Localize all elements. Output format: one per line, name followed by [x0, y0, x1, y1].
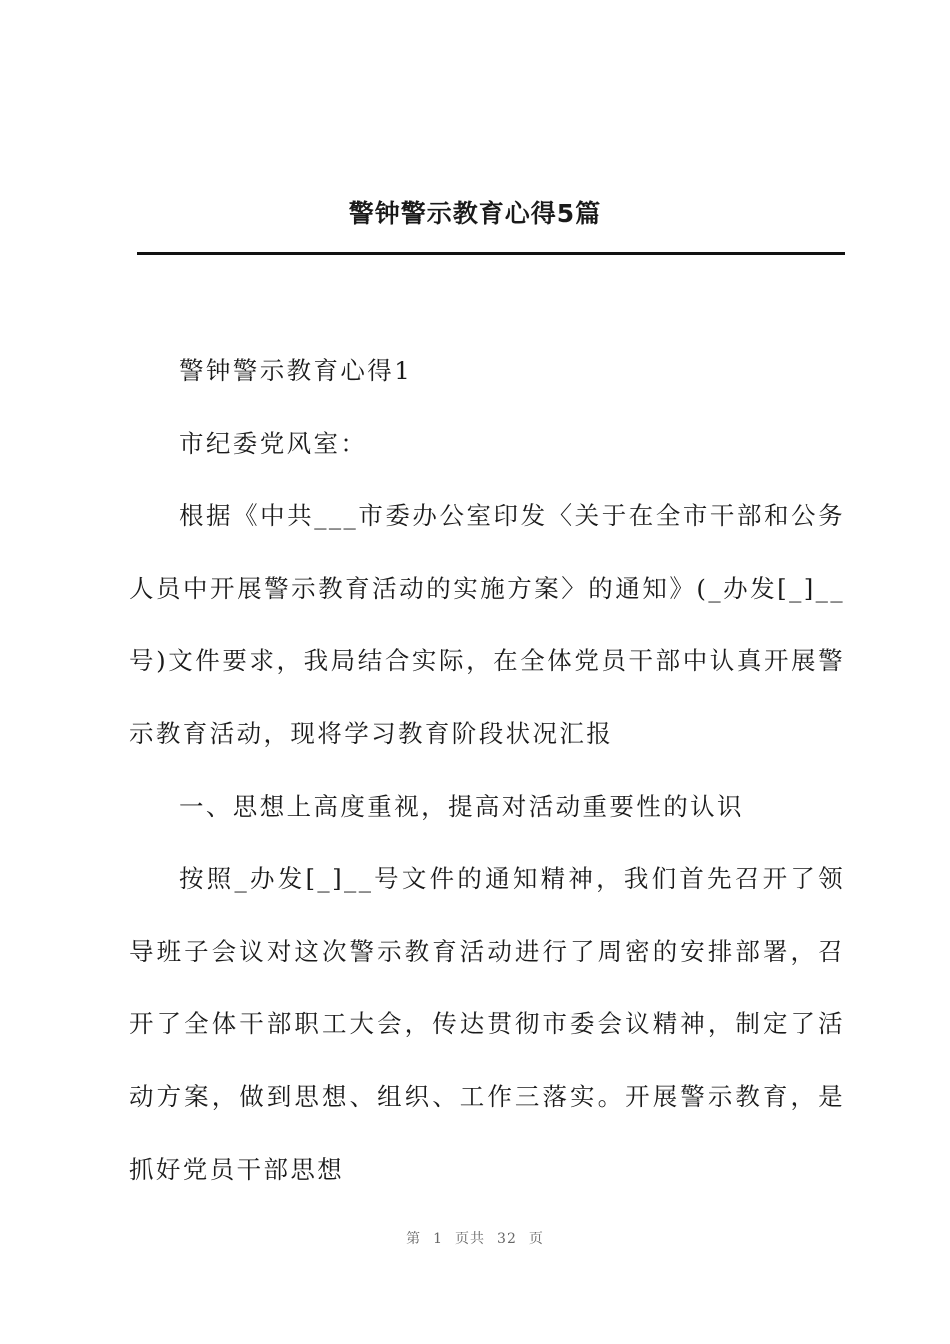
body-paragraph: 按照_办发[_]__号文件的通知精神，我们首先召开了领导班子会议对这次警示教育活动进行了周密的安排部署，召开了全体干部职工大会，传达贯彻市委会议精神，制定了活动方案，做到思想、组织、工作三落实。开展警示教育，是抓好党员干部思想 [129, 864, 845, 1184]
section-heading: 警钟警示教育心得1 [179, 356, 413, 385]
document-body [129, 335, 845, 1206]
footer-middle: 页共 [455, 1231, 486, 1247]
document-title: 警钟警示教育心得5篇 [348, 199, 602, 228]
title-underline [137, 252, 845, 255]
subsection-heading: 一、思想上高度重视，提高对活动重要性的认识 [179, 791, 744, 821]
footer-suffix: 页 [528, 1231, 544, 1247]
body-paragraph: 根据《中共___市委办公室印发〈关于在全市干部和公务人员中开展警示教育活动的实施方案〉的通知》(_办发[_]__号)文件要求，我局结合实际，在全体党员干部中认真开展警示教育活动，现将学习教育阶段状况汇报 [129, 501, 845, 748]
salutation: 市纪委党风室： [179, 428, 368, 458]
page-total: 32 [497, 1231, 517, 1247]
page-number: 1 [433, 1231, 444, 1247]
footer-prefix: 第 [406, 1231, 422, 1247]
page-footer [0, 1228, 950, 1248]
